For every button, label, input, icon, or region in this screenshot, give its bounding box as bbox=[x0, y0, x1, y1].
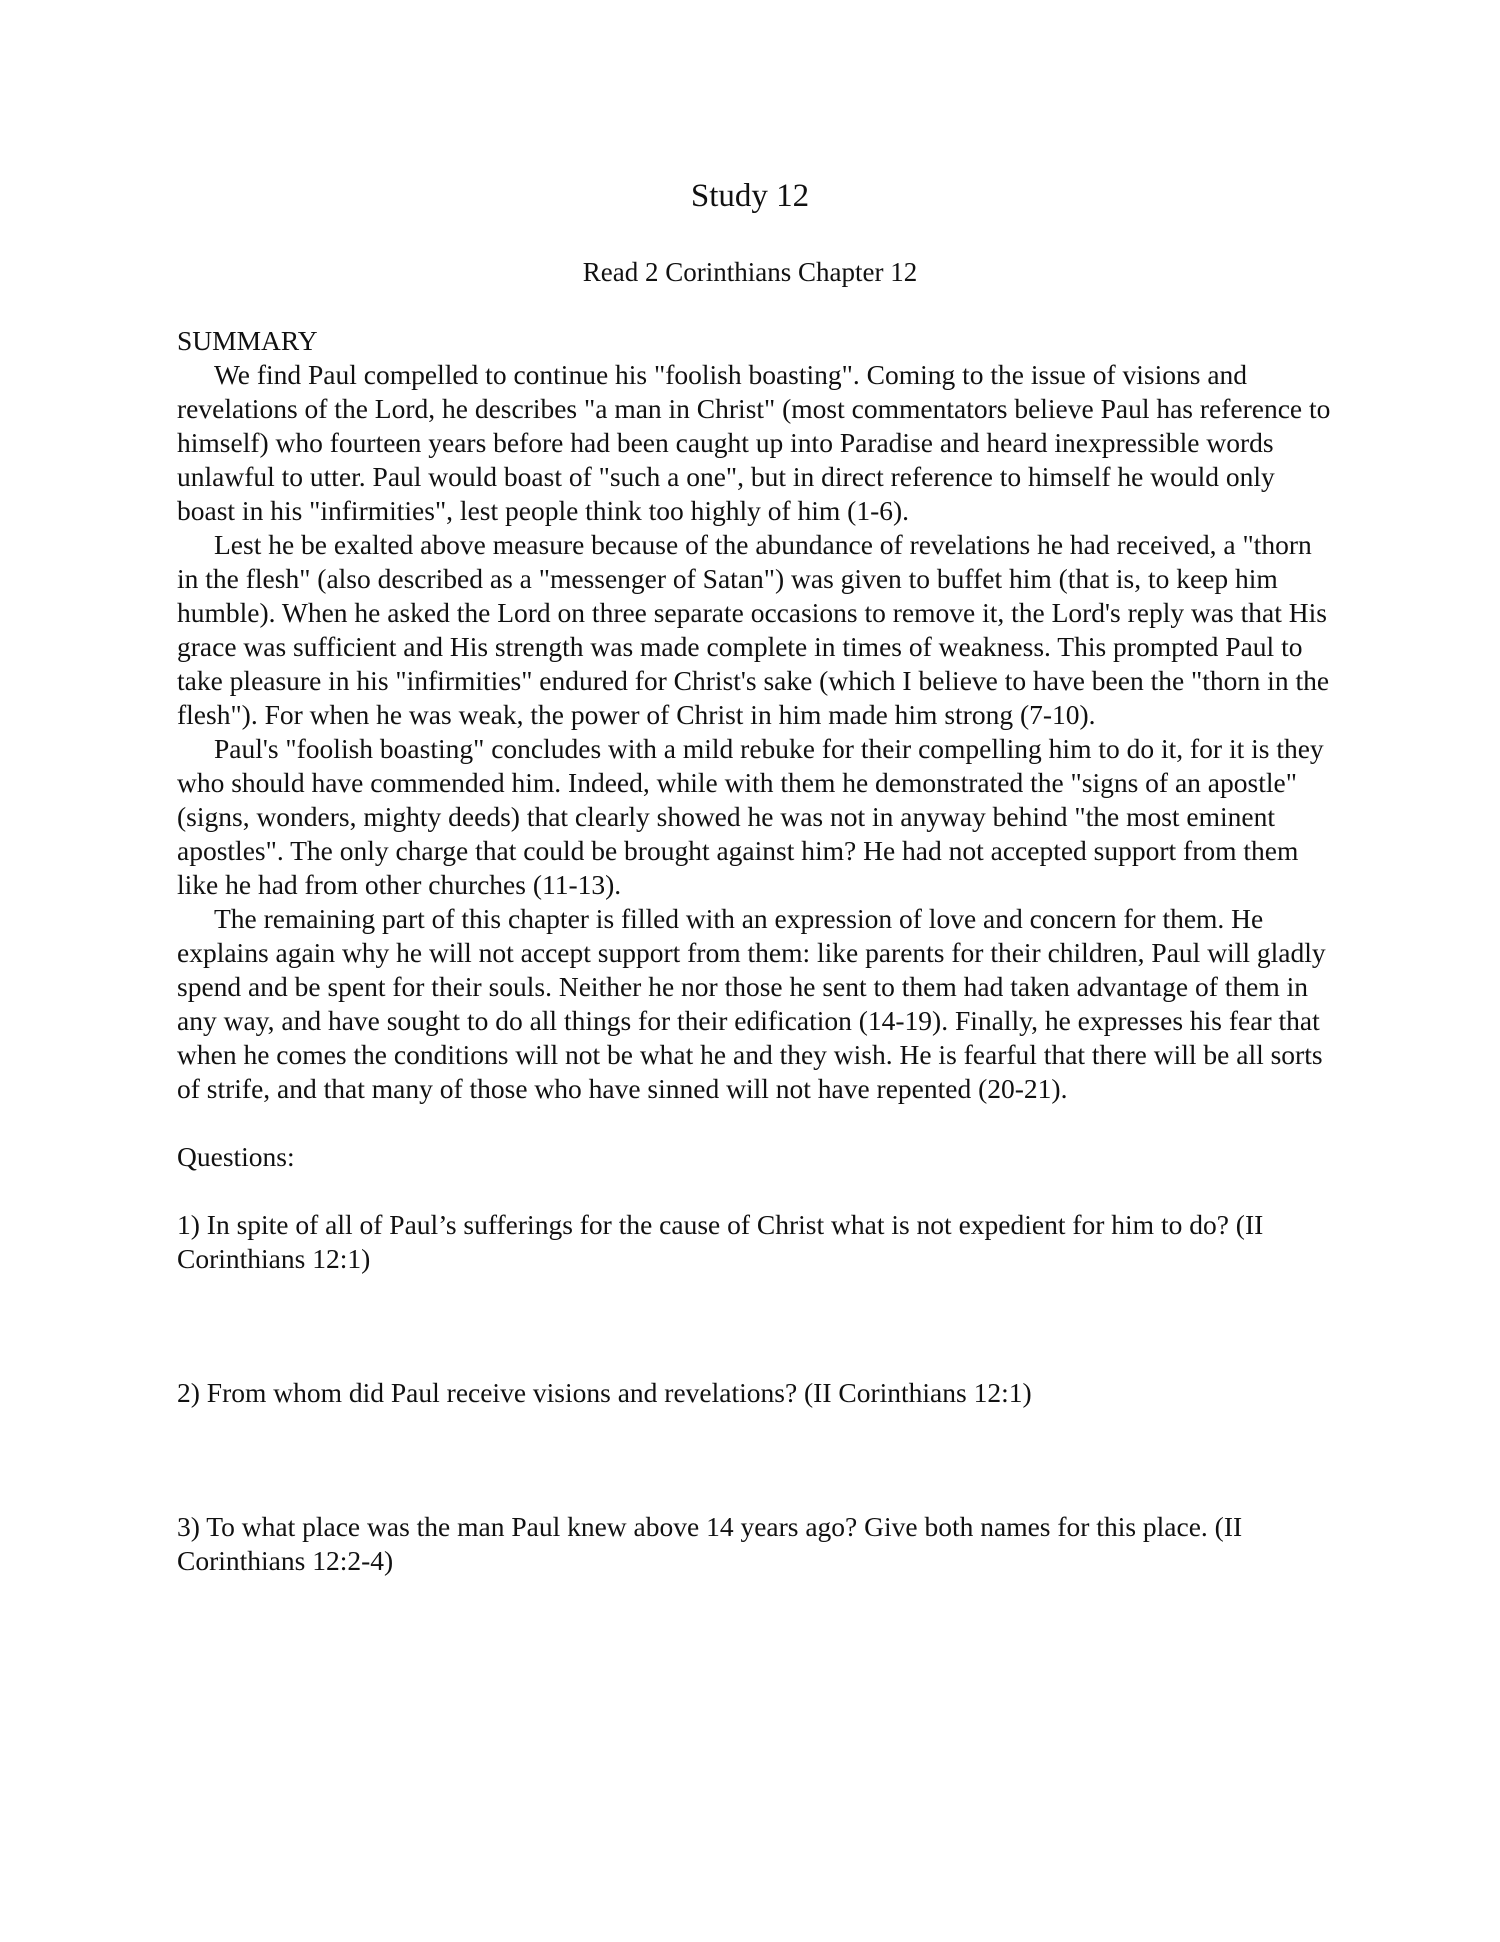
page-title: Study 12 bbox=[690, 178, 810, 214]
summary-paragraph: The remaining part of this chapter is filled with an expression of love and concern for them. He explains again why he will not accept support from them: like parents for their children, Paul will gladly spend and be spent for their souls. Neither he nor those he sent to them had taken advantage of them in any way, and have sought to do all things for their edification (14-19). Finally, he expresses his fear that when he comes the conditions will not be what he and they wish. He is fearful that there will be all sorts of strife, and that many of those who have sinned will not have repented (20-21). bbox=[177, 903, 1326, 1104]
answer-space-2 bbox=[177, 1410, 1337, 1510]
question-2: 2) From whom did Paul receive visions and revelations? (II Corinthians 12:1) bbox=[177, 1377, 1032, 1408]
question-1: 1) In spite of all of Paul’s sufferings for the cause of Christ what is not expedient for him to do? (II Corinthians 12:1) bbox=[177, 1209, 1264, 1274]
answer-space-1 bbox=[177, 1276, 1337, 1376]
reading-assignment: Read 2 Corinthians Chapter 12 bbox=[582, 257, 918, 287]
questions-heading: Questions: bbox=[177, 1141, 295, 1172]
document-body bbox=[177, 324, 1337, 1578]
question-3: 3) To what place was the man Paul knew above 14 years ago? Give both names for this place. (II Corinthians 12:2-4) bbox=[177, 1511, 1243, 1576]
summary-paragraph: Lest he be exalted above measure because of the abundance of revelations he had received, a "thorn in the flesh" (also described as a "messenger of Satan") was given to buffet him (that is, to keep him humble). When he asked the Lord on three separate occasions to remove it, the Lord's reply was that His grace was sufficient and His strength was made complete in times of weakness. This prompted Paul to take pleasure in his "infirmities" endured for Christ's sake (which I believe to have been the "thorn in the flesh"). For when he was weak, the power of Christ in him made him strong (7-10). bbox=[177, 529, 1330, 730]
summary-paragraph: We find Paul compelled to continue his "foolish boasting". Coming to the issue of visions and revelations of the Lord, he describes "a man in Christ" (most commentators believe Paul has reference to himself) who fourteen years before had been caught up into Paradise and heard inexpressible words unlawful to utter. Paul would boast of "such a one", but in direct reference to himself he would only boast in his "infirmities", lest people think too highly of him (1-6). bbox=[177, 359, 1331, 526]
summary-paragraph: Paul's "foolish boasting" concludes with a mild rebuke for their compelling him to do it, for it is they who should have commended him. Indeed, while with them he demonstrated the "signs of an apostle" (signs, wonders, mighty deeds) that clearly showed he was not in anyway behind "the most eminent apostles". The only charge that could be brought against him? He had not accepted support from them like he had from other churches (11-13). bbox=[177, 733, 1324, 900]
summary-heading: SUMMARY bbox=[177, 325, 318, 356]
